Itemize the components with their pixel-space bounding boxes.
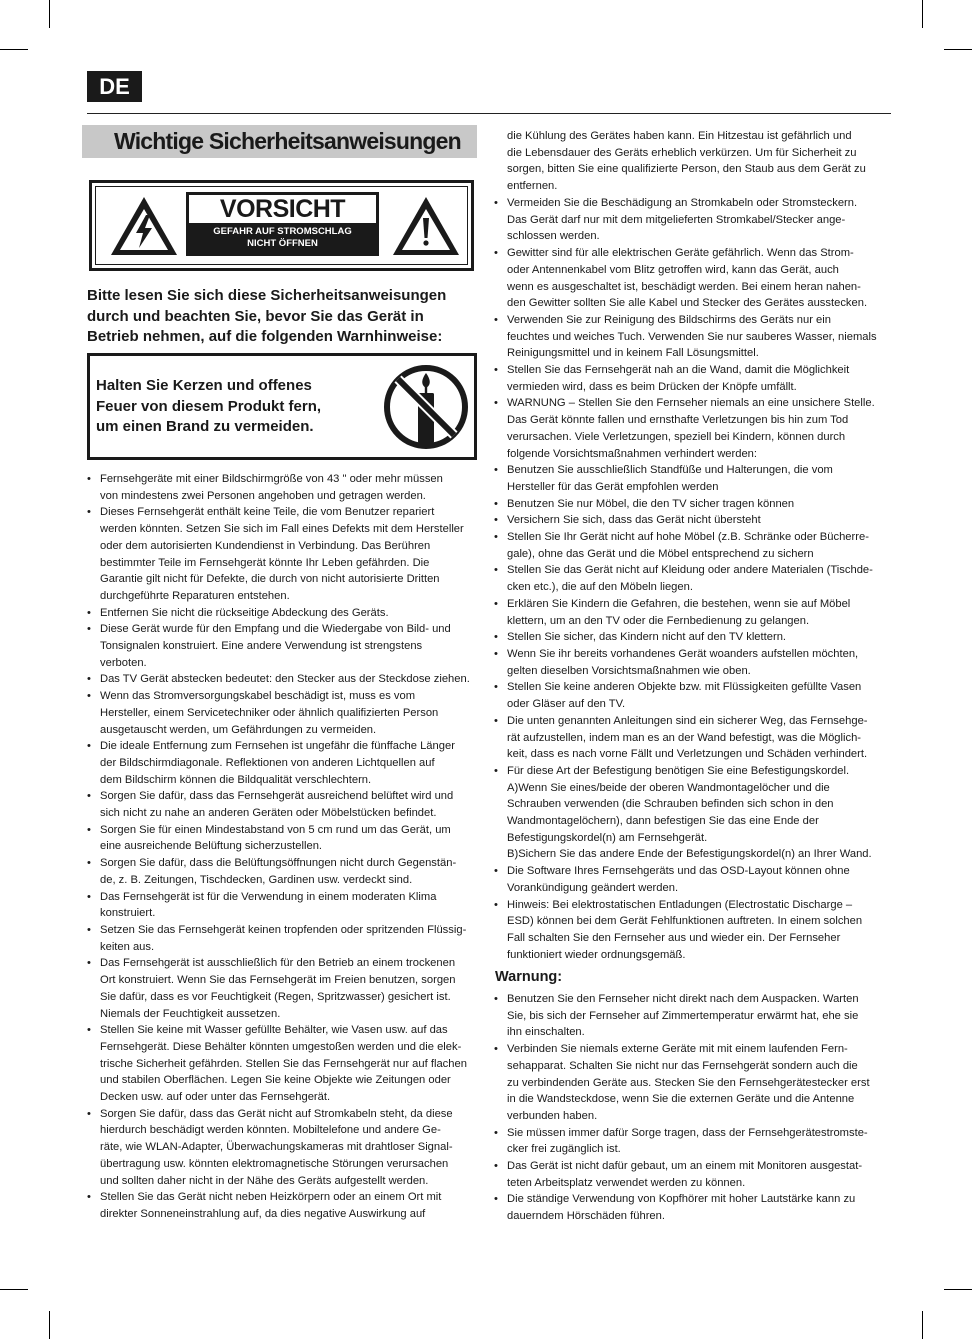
list-item: • Stellen Sie das Gerät nicht auf Kleidung oder andere Materialen (Tischde- cken etc.), die auf den Möbeln liegen. bbox=[494, 562, 887, 595]
text-line: die Kühlung des Gerätes haben kann. Ein Hitzestau ist gefährlich und bbox=[507, 130, 852, 142]
list-item: • Benutzen Sie nur Möbel, die den TV sicher tragen können bbox=[494, 496, 887, 513]
list-item: • Das Gerät ist nicht dafür gebaut, um an einem mit Monitoren ausgestat- teten Arbeitsplatz verwendet werden zu können. bbox=[494, 1158, 887, 1191]
intro-line: durch und beachten Sie, bevor Sie das Gerät in bbox=[87, 307, 424, 325]
list-item: • Verbinden Sie niemals externe Geräte mit mit einem laufenden Fern- sehapparat. Schalten Sie nicht nur das Fernsehgerät sondern auch die zu verbindenden Geräte aus. Stecken Sie den Fernsehgerätestecker erst in die Wandsteckdose, wenn Sie die externen Geräte und die Antenne verbunden haben. bbox=[494, 1041, 887, 1125]
list-item: • Entfernen Sie nicht die rückseitige Abdeckung des Geräts. bbox=[87, 605, 479, 622]
exclamation-warning-icon bbox=[390, 193, 462, 259]
crop-mark bbox=[922, 0, 923, 28]
candle-warning-text bbox=[96, 376, 346, 438]
list-item: • Stellen Sie das Gerät nicht neben Heizkörpern oder an einem Ort mit direkter Sonneneinstrahlung auf, da dies negative Auswirkung auf bbox=[87, 1189, 479, 1222]
crop-mark bbox=[0, 49, 28, 50]
list-item: • Das Fernsehgerät ist ausschließlich für den Betrieb an einem trockenen Ort konstruiert. Wenn Sie das Fernsehgerät im Freien benutzen, sorgen Sie dafür, dass es vor Feuchtigkeit (Regen, Spritzwasser) gesichert ist. Niemals der Feuchtigkeit aussetzen. bbox=[87, 955, 479, 1022]
intro-line: Bitte lesen Sie sich diese Sicherheitsanweisungen bbox=[87, 287, 447, 304]
caution-title-block bbox=[186, 192, 379, 256]
caution-title: VORSICHT bbox=[189, 195, 376, 223]
caution-subtitle bbox=[186, 226, 379, 250]
list-item: • Wenn Sie ihr bereits vorhandenes Gerät woanders aufstellen möchten, gelten dieselben Vorsichtsmaßnahmen wie oben. bbox=[494, 646, 887, 679]
list-item: • Stellen Sie sicher, das Kindern nicht auf den TV klettern. bbox=[494, 629, 887, 646]
list-item: • Die ideale Entfernung zum Fernsehen ist ungefähr die fünffache Länger der Bildschirmdiagonale. Reflektionen von anderen Lichtquellen auf dem Bildschirm können die Bildqualität verschlechtern. bbox=[87, 738, 479, 788]
crop-mark bbox=[49, 1311, 50, 1339]
page-title: Wichtige Sicherheitsanweisungen bbox=[114, 128, 461, 154]
list-item: • Sorgen Sie dafür, dass das Gerät nicht auf Stromkabeln steht, da diese hierdurch beschädigt werden könnten. Mobiltelefone und andere Ge- räte, wie WLAN-Adapter, Überwachungskameras mit drahtloser Signal- übertragung usw. könnten elektromagnetische Störungen verursachen und sollten daher nicht in der Nähe des Geräts aufgestellt werden. bbox=[87, 1106, 479, 1190]
candle-warning-line: Halten Sie Kerzen und offenes bbox=[96, 377, 312, 394]
list-item: • Stellen Sie keine anderen Objekte bzw. mit Flüssigkeiten gefüllte Vasen oder Gläser auf den TV. bbox=[494, 679, 887, 712]
text-line: entfernen. bbox=[507, 180, 558, 193]
list-item: • Sorgen Sie für einen Mindestabstand von 5 cm rund um das Gerät, um eine ausreichende Belüftung sicherzustellen. bbox=[87, 822, 479, 855]
list-item: • Sorgen Sie dafür, dass das Fernsehgerät ausreichend belüftet wird und sich nicht zu nahe an anderen Geräten oder Möbelstücken befindet. bbox=[87, 788, 479, 821]
list-item: • Gewitter sind für alle elektrischen Geräte gefährlich. Wenn das Strom- oder Antennenkabel vom Blitz getroffen wird, kann das Gerät, auch wenn es ausgeschaltet ist, beschädigt werden. Bei einem heran nahen- den Gewitter sollten Sie alle Kabel und Stecker des Gerätes ausstecken. bbox=[494, 245, 887, 312]
list-item: • Das TV Gerät abstecken bedeutet: den Stecker aus der Steckdose ziehen. bbox=[87, 671, 479, 688]
list-item: • Diese Gerät wurde für den Empfang und die Wiedergabe von Bild- und Tonsignalen konstruiert. Eine andere Verwendung ist strengstens verboten. bbox=[87, 621, 479, 671]
safety-bullet-list-right bbox=[494, 195, 887, 963]
list-item: • Stellen Sie Ihr Gerät nicht auf hohe Möbel (z.B. Schränke oder Bücherre- gale), ohne das Gerät und die Möbel entsprechend zu sichern bbox=[494, 529, 887, 562]
header-divider bbox=[87, 113, 891, 114]
list-item: • Erklären Sie Kindern die Gefahren, die bestehen, wenn sie auf Möbel klettern, um an den TV oder die Fernbedienung zu gelangen. bbox=[494, 596, 887, 629]
list-item: • Benutzen Sie den Fernseher nicht direkt nach dem Auspacken. Warten Sie, bis sich der Fernseher auf Zimmertemperatur erwärmt hat, ehe sie ihn einschalten. bbox=[494, 991, 887, 1041]
electric-shock-warning-icon bbox=[108, 193, 180, 259]
list-item: • Wenn das Stromversorgungskabel beschädigt ist, muss es vom Hersteller, einem Servicetechniker oder ähnlich qualifizierten Person ausgetauscht werden, um Gefährdungen zu vermeiden. bbox=[87, 688, 479, 738]
text-line: sorgen, bitten Sie eine qualifizierte Person, den Staub aus dem Gerät zu bbox=[507, 163, 866, 176]
crop-mark bbox=[0, 1289, 28, 1290]
list-item: • Stellen Sie das Fernsehgerät nah an die Wand, damit die Möglichkeit vermieden wird, dass es beim Drücken der Knöpfe umfällt. bbox=[494, 362, 887, 395]
list-item: • Das Fernsehgerät ist für die Verwendung in einem moderaten Klima konstruiert. bbox=[87, 889, 479, 922]
list-item: • Verwenden Sie zur Reinigung des Bildschirms des Geräts nur ein feuchtes und weiches Tuch. Verwenden Sie nur sauberes Wasser, niemals Reinigungsmittel und in keinem Fall Lösungsmittel. bbox=[494, 312, 887, 362]
list-item: • WARNUNG – Stellen Sie den Fernseher niemals an eine unsichere Stelle. Das Gerät könnte fallen und ernsthafte Verletzungen bis hin zum Tod verursachen. Viele Verletzungen, speziell bei Kindern, können durch folgende Vorsichtsmaßnahmen verhindert werden: bbox=[494, 395, 887, 462]
intro-text bbox=[87, 286, 472, 348]
warning-heading: Warnung: bbox=[495, 969, 563, 985]
section-title-bar bbox=[82, 125, 477, 158]
candle-warning-line: um einen Brand zu vermeiden. bbox=[96, 418, 314, 435]
crop-mark bbox=[49, 0, 50, 28]
candle-warning-line: Feuer von diesem Produkt fern, bbox=[96, 397, 322, 415]
continued-paragraph bbox=[507, 128, 887, 195]
warning-bullet-list bbox=[494, 991, 887, 1225]
caution-subtitle-line: NICHT ÖFFNEN bbox=[247, 238, 318, 249]
list-item: • Vermeiden Sie die Beschädigung an Stromkabeln oder Stromsteckern. Das Gerät darf nur mit dem mitgelieferten Stromkabel/Stecker ange- schlossen werden. bbox=[494, 195, 887, 245]
list-item: • Dieses Fernsehgerät enthält keine Teile, die vom Benutzer repariert werden könnten. Setzen Sie sich im Fall eines Defekts mit dem Hersteller oder dem autorisierten Kundendienst in Verbindung. Das Berühren bestimmter Teile im Fernsehgerät könnte Ihr Leben gefährden. Die Garantie gilt nicht für Defekte, die durch von nicht autorisierte Dritten durchgeführte Reparaturen entstehen. bbox=[87, 504, 479, 604]
list-item: • Benutzen Sie ausschließlich Standfüße und Halterungen, die vom Hersteller für das Gerät empfohlen werden bbox=[494, 462, 887, 495]
list-item: • Setzen Sie das Fernsehgerät keinen tropfenden oder spritzenden Flüssig- keiten aus. bbox=[87, 922, 479, 955]
list-item: • Stellen Sie keine mit Wasser gefüllte Behälter, wie Vasen usw. auf das Fernsehgerät. Diese Behälter könnten umgestoßen werden und die elek- trische Sicherheit gefährden. Stellen Sie das Fernsehgerät nur auf flachen und stabilen Oberflächen. Legen Sie keine Objekte wie Zeitungen oder Decken usw. auf oder unter das Fernsehgerät. bbox=[87, 1022, 479, 1106]
language-tag: DE bbox=[87, 71, 142, 102]
caution-subtitle-line: GEFAHR AUF STROMSCHLAG bbox=[213, 226, 352, 237]
list-item: • Versichern Sie sich, dass das Gerät nicht übersteht bbox=[494, 512, 887, 529]
crop-mark bbox=[922, 1311, 923, 1339]
crop-mark bbox=[944, 49, 972, 50]
list-item: • Für diese Art der Befestigung benötigen Sie eine Befestigungskordel. A)Wenn Sie eines/beide der oberen Wandmontagelöcher und die Schrauben verwenden (die Schrauben befinden sich schon in den Wandmontagelöchern), dann befestigen Sie das eine Ende der Befestigungskordel(n) am Fernsehgerät. B)Sichern Sie das andere Ende der Befestigungskordel(n) an Ihrer Wand. bbox=[494, 763, 887, 863]
list-item: • Die Software Ihres Fernsehgeräts und das OSD-Layout können ohne Vorankündigung geändert werden. bbox=[494, 863, 887, 896]
list-item: • Die unten genannten Anleitungen sind ein sicherer Weg, das Fernsehge- rät aufzustellen, indem man es an der Wand befestigt, was die Möglich- keit, dass es nach vorne Fällt und Verletzungen und Schäden verhindert. bbox=[494, 713, 887, 763]
caution-label bbox=[89, 180, 474, 271]
candle-warning-box bbox=[87, 353, 477, 460]
crop-mark bbox=[944, 1289, 972, 1290]
text-line: die Lebensdauer des Geräts erheblich verkürzen. Um für Sicherheit zu bbox=[507, 146, 857, 159]
safety-bullet-list-left bbox=[87, 471, 479, 1223]
list-item: • Sorgen Sie dafür, dass die Belüftungsöffnungen nicht durch Gegenstän- de, z. B. Zeitungen, Tischdecken, Gardinen usw. verdeckt sind. bbox=[87, 855, 479, 888]
list-item: • Sie müssen immer dafür Sorge tragen, dass der Fernsehgerätestromste- cker frei zugänglich ist. bbox=[494, 1125, 887, 1158]
no-open-flame-icon bbox=[382, 363, 470, 451]
list-item: • Fernsehgeräte mit einer Bildschirmgröße von 43 " oder mehr müssen von mindestens zwei Personen angehoben und getragen werden. bbox=[87, 471, 479, 504]
list-item: • Hinweis: Bei elektrostatischen Entladungen (Electrostatic Discharge – ESD) können bei dem Gerät Fehlfunktionen auftreten. In einem solchen Fall schalten Sie den Fernseher aus und wieder ein. Der Fernseher funktioniert wieder ordnungsgemäß. bbox=[494, 897, 887, 964]
intro-line: Betrieb nehmen, auf die folgenden Warnhinweise: bbox=[87, 328, 443, 345]
list-item: • Die ständige Verwendung von Kopfhörer mit hoher Lautstärke kann zu dauerndem Hörschäden führen. bbox=[494, 1191, 887, 1224]
